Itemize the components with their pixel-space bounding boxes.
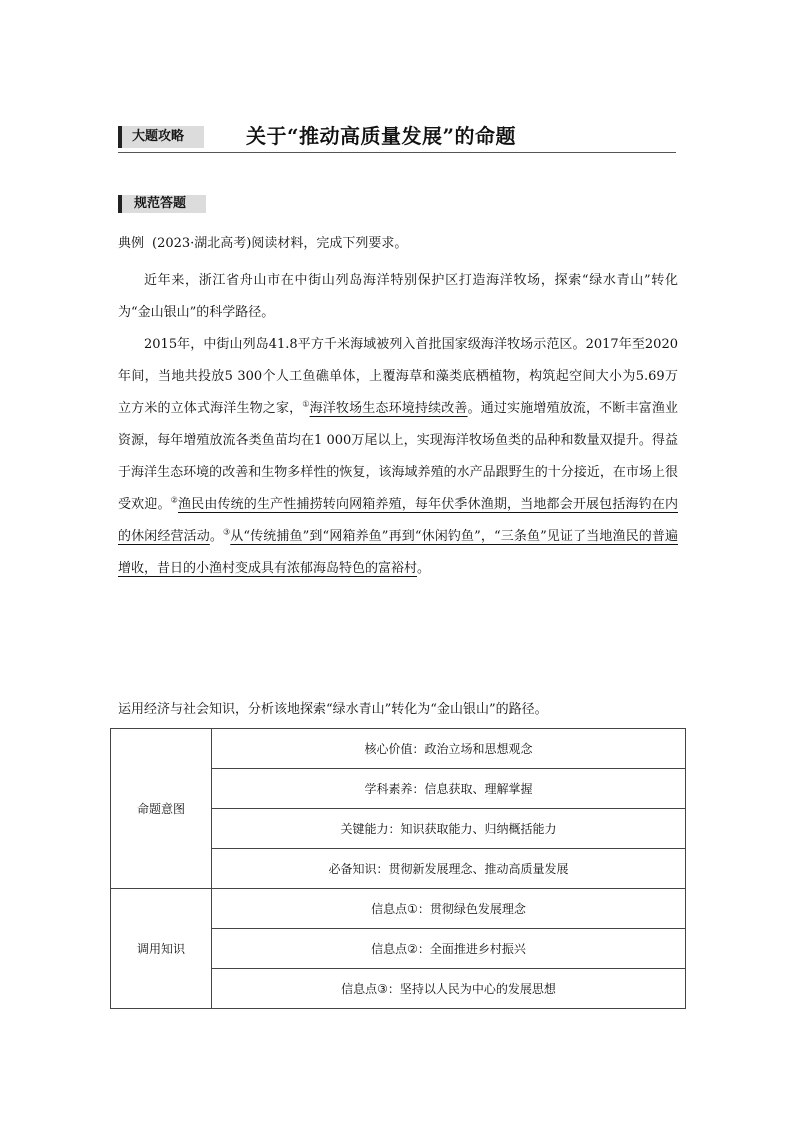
question-prompt: 运用经济与社会知识，分析该地探索“绿水青山”转化为“金山银山”的路径。	[118, 702, 548, 717]
table-row	[111, 889, 686, 929]
marker-2: ②	[170, 495, 178, 505]
material-text: 。通过实施增殖放流，不断丰富渔业资源，每年增殖放流各类鱼苗均在1 000万尾以上，实现海洋牧场鱼类的品种和数量双提升。得益于海洋生态环境的改善和生物多样性的恢复，该海域养殖的水产品跟野生的十分接近，在市场上很受欢迎。	[118, 401, 678, 512]
marker-3: ③	[222, 527, 231, 537]
analysis-table	[110, 728, 686, 1009]
category-cell-intent: 命题意图	[111, 729, 212, 889]
material-text: 。	[417, 561, 431, 576]
example-label: 典例	[118, 236, 145, 251]
category-cell-knowledge: 调用知识	[111, 889, 212, 1009]
material-paragraph-2	[118, 329, 678, 585]
reading-material	[118, 265, 678, 585]
material-paragraph-1: 近年来，浙江省舟山市在中街山列岛海洋特别保护区打造海洋牧场，探索“绿水青山”转化为“金山银山”的科学路径。	[118, 273, 678, 320]
material-text: 。	[209, 529, 223, 544]
table-cell: 关键能力：知识获取能力、归纳概括能力	[212, 809, 686, 849]
table-cell: 核心价值：政治立场和思想观念	[212, 729, 686, 769]
table-row	[111, 729, 686, 769]
page-header	[118, 124, 676, 153]
example-source: (2023·湖北高考)阅读材料，完成下列要求。	[152, 236, 408, 251]
marker-1: ①	[302, 399, 310, 409]
page-title: 关于“推动高质量发展”的命题	[246, 124, 517, 148]
material-text: 2015年，中街山列岛41.8平方千米海域被列入首批国家级海洋牧场示范区。2017年至2020年间，当地共投放5 300个人工鱼礁单体，上覆海草和藻类底栖植物，构筑起空间大小为5.69万立方米的立体式海洋生物之家，	[118, 337, 678, 416]
example-line	[118, 235, 407, 253]
table-cell: 必备知识：贯彻新发展理念、推动高质量发展	[212, 849, 686, 889]
section-label: 规范答题	[118, 195, 206, 213]
table-cell: 信息点①：贯彻绿色发展理念	[212, 889, 686, 929]
underlined-info-1: 海洋牧场生态环境持续改善	[309, 401, 468, 416]
header-badge: 大题攻略	[118, 126, 204, 148]
underlined-info-3: 从“传统捕鱼”到“网箱养鱼”再到“休闲钓鱼”，“三条鱼”见证了当地渔民的普遍增收，昔日的小渔村变成具有浓郁海岛特色的富裕村	[118, 529, 678, 576]
table-cell: 学科素养：信息获取、理解掌握	[212, 769, 686, 809]
underlined-info-2: 渔民由传统的生产性捕捞转向网箱养殖，每年伏季休渔期，当地都会开展包括海钓在内的休闲经营活动	[118, 497, 678, 544]
table-cell: 信息点②：全面推进乡村振兴	[212, 929, 686, 969]
table-cell: 信息点③：坚持以人民为中心的发展思想	[212, 969, 686, 1009]
